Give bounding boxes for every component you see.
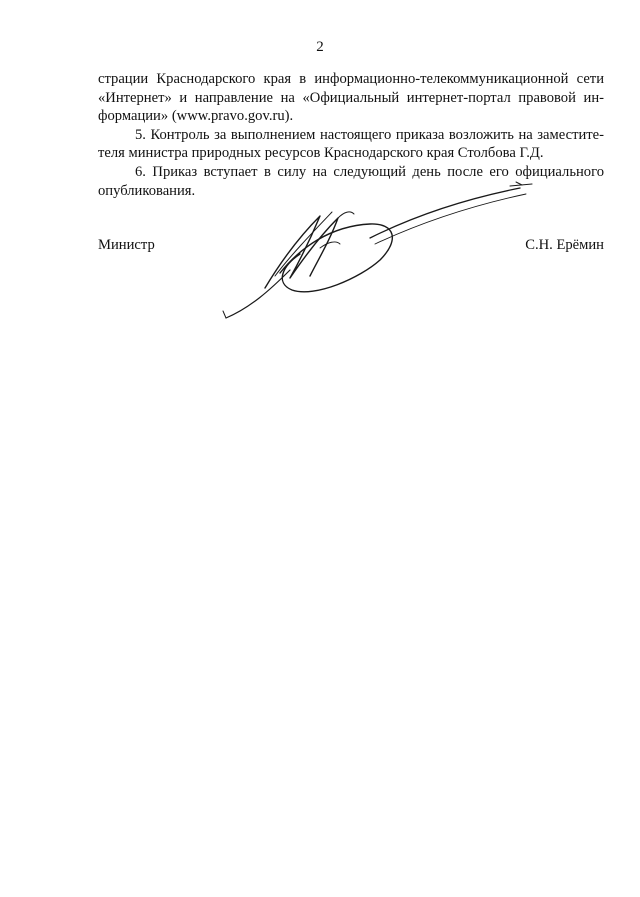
text-line: 5. Контроль за выполнением настоящего приказа возложить на заместите- <box>135 126 604 143</box>
handwritten-signature <box>220 178 540 323</box>
signer-position: Министр <box>98 237 155 253</box>
text-line: формации» (www.pravo.gov.ru). <box>98 108 294 125</box>
text-line: опубликования. <box>98 182 196 199</box>
signer-name: С.Н. Ерёмин <box>525 237 604 253</box>
text-line: теля министра природных ресурсов Краснодарского края Столбова Г.Д. <box>98 145 544 162</box>
text-line: страции Краснодарского края в информационно-телекоммуникационной сети <box>98 71 604 87</box>
text-line: «Интернет» и направление на «Официальный интернет-портал правовой ин- <box>98 89 604 106</box>
page-number: 2 <box>316 39 324 55</box>
paragraph-publication <box>98 70 604 126</box>
paragraph-item-5 <box>98 126 604 163</box>
text-line: 6. Приказ вступает в силу на следующий день после его официального <box>135 163 604 180</box>
